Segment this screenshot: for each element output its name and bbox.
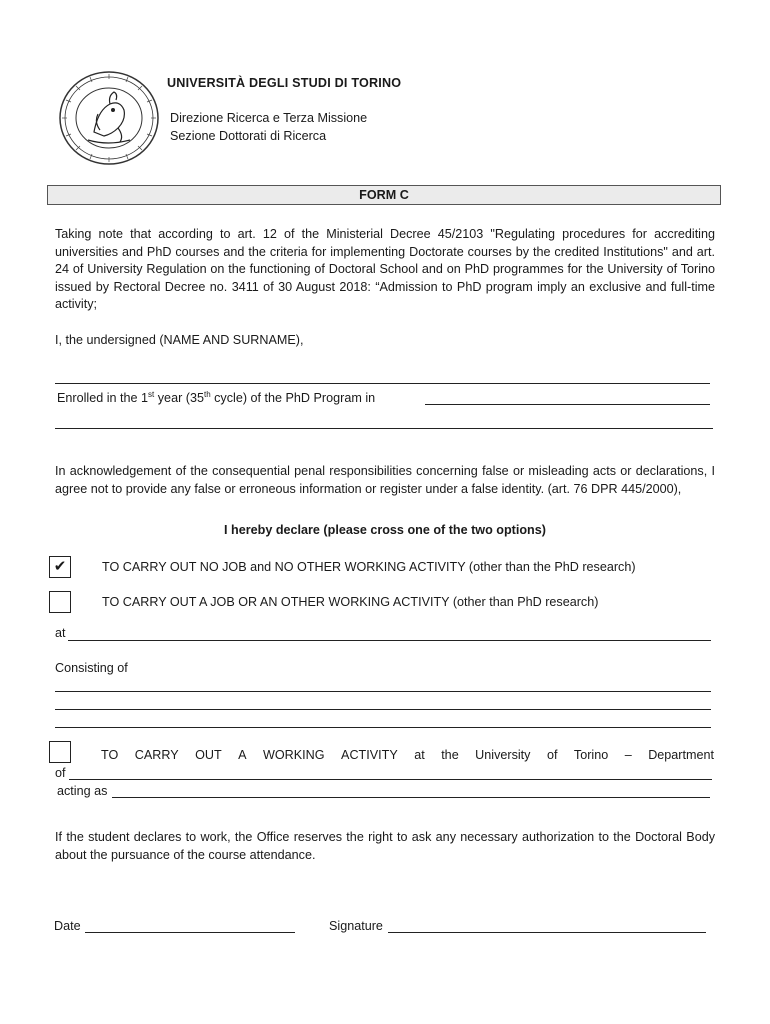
declare-heading: I hereby declare (please cross one of the two options): [224, 523, 546, 537]
consisting-label: Consisting of: [55, 661, 128, 675]
option-unito-checkbox[interactable]: [49, 741, 71, 763]
university-name: UNIVERSITÀ DEGLI STUDI DI TORINO: [167, 76, 402, 90]
checkmark-icon: ✔: [53, 558, 67, 575]
name-surname-field[interactable]: [55, 383, 710, 384]
form-title: FORM C: [47, 185, 721, 205]
direction-name: Direzione Ricerca e Terza Missione: [170, 111, 368, 125]
intro-paragraph: Taking note that according to art. 12 of the Ministerial Decree 45/2103 "Regulating procedures for accrediting universities and PhD courses and the criteria for implementing Doctorate courses by the credited Institutions" and art. 24 of University Regulation on the functioning of Doctoral School and on PhD programmes for the University of Torino issued by Rectoral Decree no. 3411 of 30 August 2018: “Admission to PhD program imply an exclusive and full-time activity;: [55, 227, 715, 311]
of-label: of: [55, 766, 66, 780]
option-job-checkbox[interactable]: [49, 591, 71, 613]
university-seal-icon: [58, 70, 160, 166]
option-no-job-checkbox[interactable]: [49, 556, 71, 578]
phd-program-field[interactable]: [425, 404, 710, 405]
acting-as-label: acting as: [57, 784, 108, 798]
consisting-field-line-2[interactable]: [55, 709, 711, 710]
signature-field[interactable]: [388, 932, 706, 933]
consisting-field-line-1[interactable]: [55, 691, 711, 692]
closing-paragraph: If the student declares to work, the Office reserves the right to ask any necessary authorization to the Doctoral Body about the pursuance of the course attendance.: [55, 830, 715, 862]
option-no-job-label: TO CARRY OUT NO JOB and NO OTHER WORKING ACTIVITY (other than the PhD research): [102, 560, 636, 574]
department-field[interactable]: [69, 779, 712, 780]
phd-program-field-continued[interactable]: [55, 428, 713, 429]
date-field[interactable]: [85, 932, 295, 933]
job-at-field[interactable]: [68, 640, 711, 641]
section-name: Sezione Dottorati di Ricerca: [170, 129, 327, 143]
undersigned-label: I, the undersigned (NAME AND SURNAME),: [55, 333, 304, 347]
signature-label: Signature: [329, 919, 383, 933]
enrolled-label: Enrolled in the 1st year (35th cycle) of the PhD Program in: [57, 389, 376, 405]
at-label: at: [55, 626, 66, 640]
option-job-label: TO CARRY OUT A JOB OR AN OTHER WORKING ACTIVITY (other than PhD research): [102, 595, 599, 609]
acknowledgement-paragraph: In acknowledgement of the consequential penal responsibilities concerning false or misleading acts or declarations, I agree not to provide any false or erroneous information or register under a false identity. (art. 76 DPR 445/2000),: [55, 464, 715, 496]
consisting-field-line-3[interactable]: [55, 727, 711, 728]
acting-as-field[interactable]: [112, 797, 710, 798]
date-label: Date: [54, 919, 81, 933]
option-unito-label: TO CARRY OUT A WORKING ACTIVITY at the University of Torino – Department: [101, 748, 714, 762]
